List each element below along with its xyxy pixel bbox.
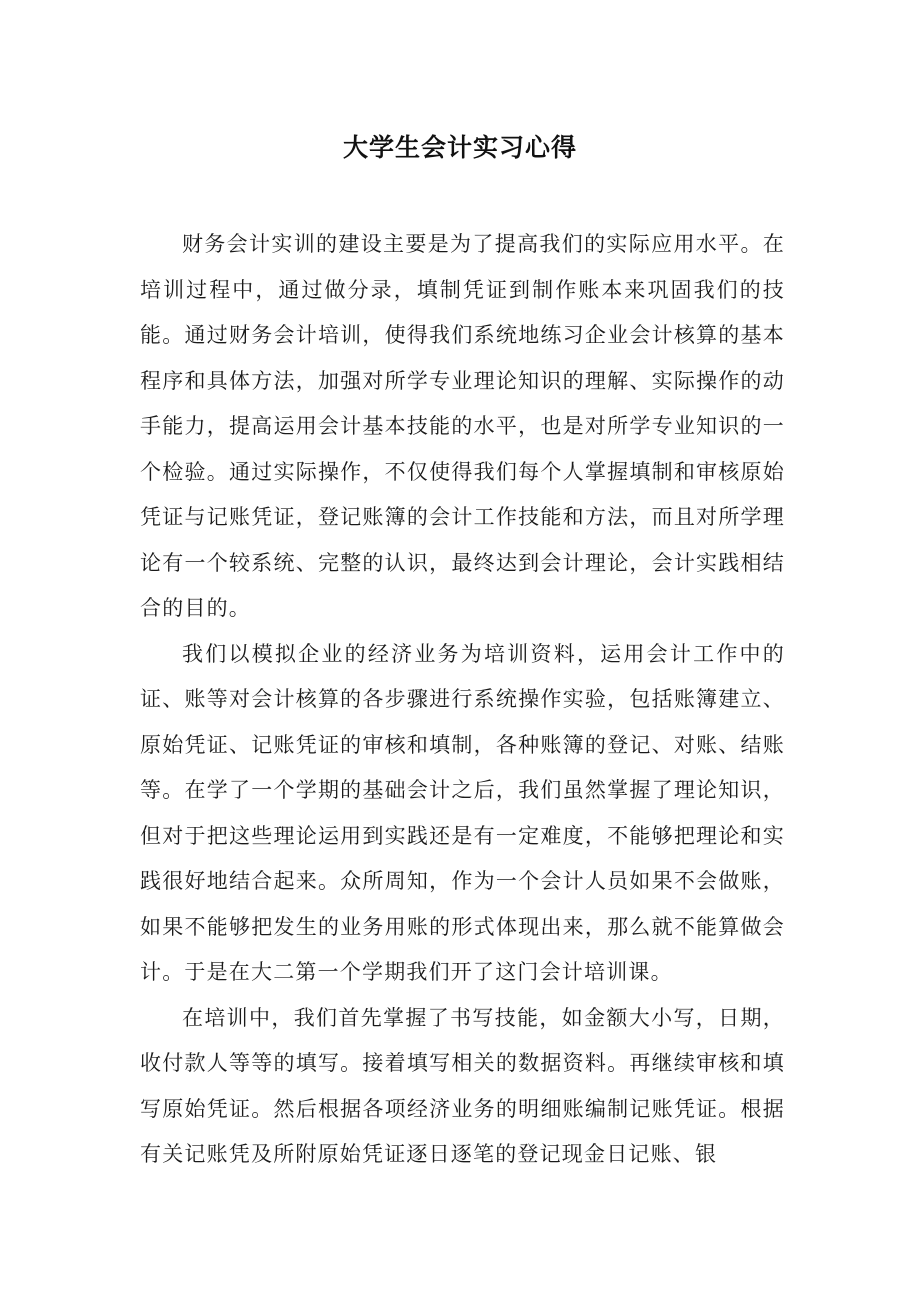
- document-title: 大学生会计实习心得: [342, 133, 577, 162]
- paragraph-2: 我们以模拟企业的经济业务为培训资料，运用会计工作中的证、账等对会计核算的各步骤进行系统操作实验，包括账簿建立、原始凭证、记账凭证的审核和填制，各种账簿的登记、对账、结账等。在学了一个学期的基础会计之后，我们虽然掌握了理论知识，但对于把这些理论运用到实践还是有一定难度，不能够把理论和实践很好地结合起来。众所周知，作为一个会计人员如果不会做账，如果不能够把发生的业务用账的形式体现出来，那么就不能算做会计。于是在大二第一个学期我们开了这门会计培训课。: [140, 641, 785, 984]
- paragraph-3: 在培训中，我们首先掌握了书写技能，如金额大小写，日期，收付款人等等的填写。接着填写相关的数据资料。再继续审核和填写原始凭证。然后根据各项经济业务的明细账编制记账凭证。根据有关记账凭及所附原始凭证逐日逐笔的登记现金日记账、银: [140, 1005, 785, 1166]
- paragraph-1: 财务会计实训的建设主要是为了提高我们的实际应用水平。在培训过程中，通过做分录，填制凭证到制作账本来巩固我们的技能。通过财务会计培训，使得我们系统地练习企业会计核算的基本程序和具体方法，加强对所学专业理论知识的理解、实际操作的动手能力，提高运用会计基本技能的水平，也是对所学专业知识的一个检验。通过实际操作，不仅使得我们每个人掌握填制和审核原始凭证与记账凭证，登记账簿的会计工作技能和方法，而且对所学理论有一个较系统、完整的认识，最终达到会计理论，会计实践相结合的目的。: [140, 232, 785, 620]
- document-body: [140, 222, 785, 1178]
